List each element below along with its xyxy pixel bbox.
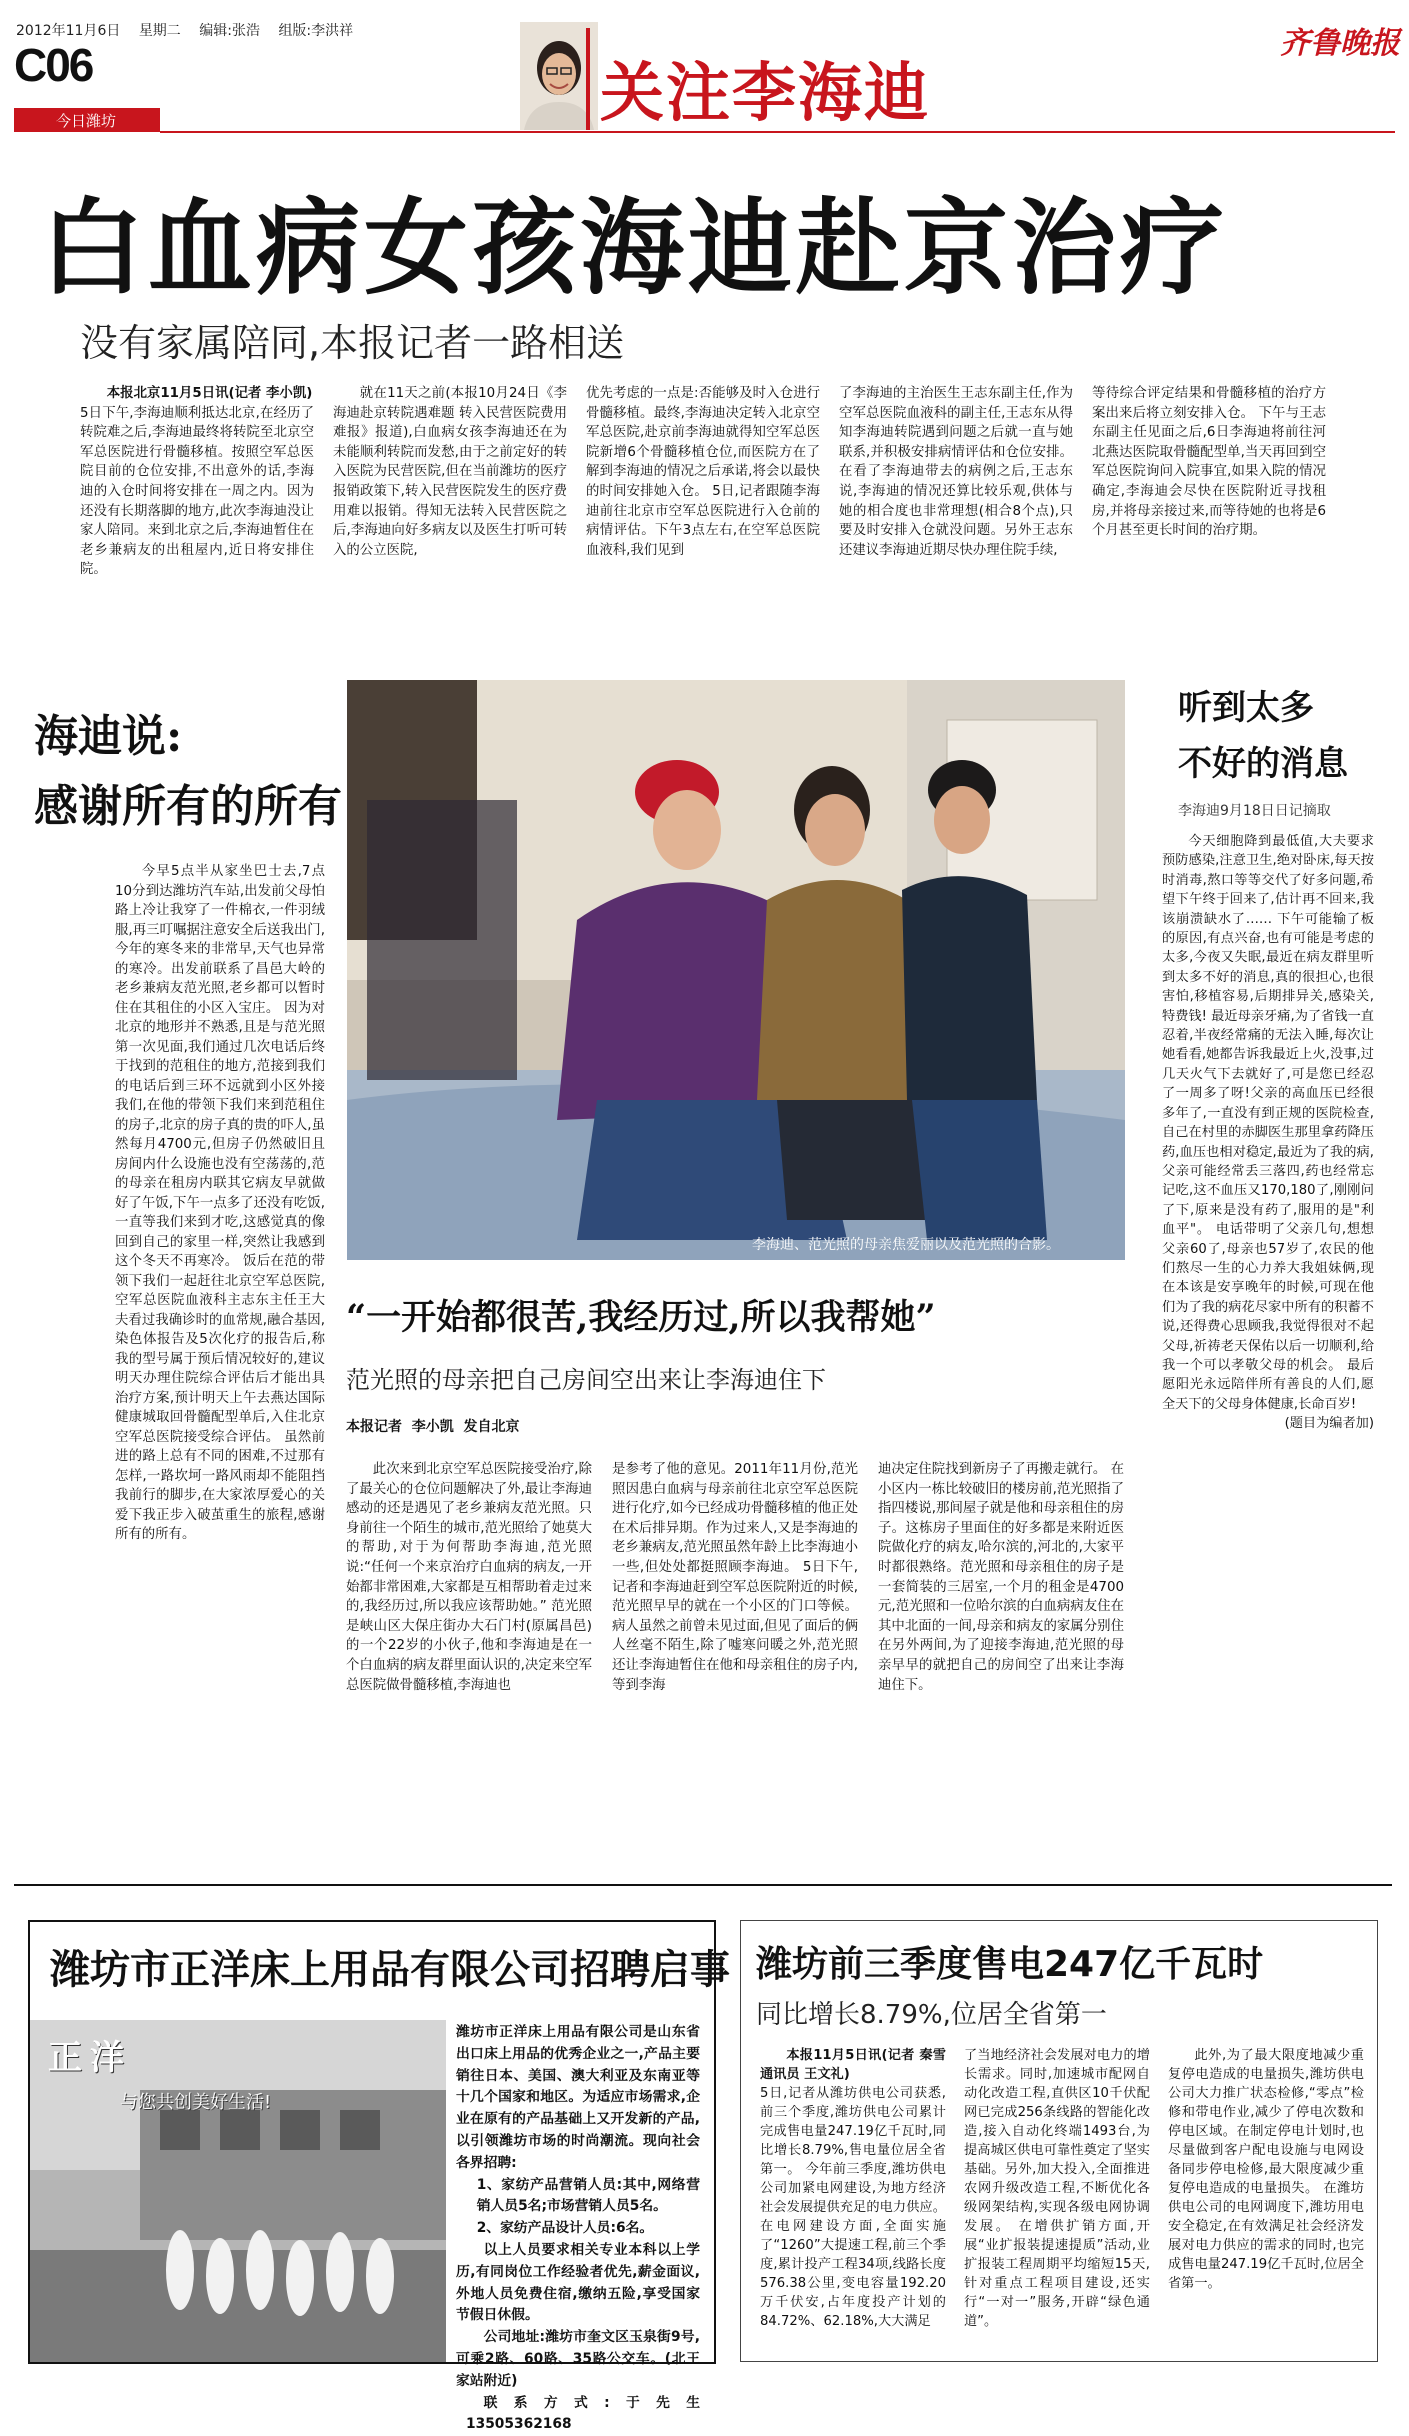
haidi-says-title-2: 感谢所有的所有 (34, 781, 342, 832)
article1-column-4 (839, 384, 1073, 654)
ad-text (456, 2022, 700, 2433)
ad-title: 潍坊市正洋床上用品有限公司招聘启事 (50, 1946, 730, 1993)
issue-date: 2012年11月6日 (16, 23, 121, 39)
article1-column-3 (586, 384, 820, 654)
article3-text-2: 了当地经济社会发展对电力的增长需求。同时,加速城市配网自动化改造工程,直供区10千伏配网已完成256条线路的智能化改造,接入自动化终端1493台,为提高城区供电可靠性奠定了坚实基础。另外,加大投入,全面推进农网升级改造工程,不断优化各级网架结构,实现各级电网协调发展。 在增供扩销方面,开展“业扩报装提速提质”活动,业扩报装工程周期平均缩短15天,针对重点工程项目建设,还实行“一对一”服务,开辟“绿色通道”。 (964, 2048, 1150, 2329)
article2-column-3 (878, 1460, 1124, 1870)
side-title-1: 听到太多 (1178, 688, 1314, 728)
editor-credit: 编辑:张浩 (199, 23, 260, 39)
main-headline: 白血病女孩海迪赴京治疗 (40, 186, 1229, 309)
ad-address: 公司地址:潍坊市奎文区玉泉街9号,可乘2路、60路、35路公交车。(北王家站附近) (456, 2329, 700, 2389)
article2-column-1 (346, 1460, 592, 1870)
haidi-says-title-1: 海迪说: (34, 711, 183, 762)
section-name: 今日潍坊 (56, 112, 117, 130)
side-title-2: 不好的消息 (1178, 744, 1348, 784)
article1-byline: 本报北京11月5日讯(记者 李小凯) (106, 386, 313, 401)
ad-contact-phone: 13505362168 (466, 2416, 572, 2433)
article1-text-3: 优先考虑的一点是:否能够及时入仓进行骨髓移植。最终,李海迪决定转入北京空军总医院,赴京前李海迪就得知空军总医院新增6个骨髓移植仓位,而医院方在了解到李海迪的情况之后承诺,将会以最快的时间安排她入仓。 5日,记者跟随李海迪前往北京市空军总医院进行入仓前的病情评估。下午3点左右,在空军总医院血液科,我们见到 (586, 386, 820, 558)
main-subheadline: 没有家属陪同,本报记者一路相送 (80, 321, 625, 365)
page-number: C06 (14, 39, 93, 91)
article3-column-1 (760, 2046, 946, 2352)
article3-text-1: 5日,记者从潍坊供电公司获悉,前三个季度,潍坊供电公司累计完成售电量247.19亿千瓦时,同比增长8.79%,售电量位居全省第一。 今年前三季度,潍坊供电公司加紧电网建设,为地方经济社会发展提供充足的电力供应。在电网建设方面,全面实施了“1260”大提速工程,前三个季度,累计投产工程34项,线路长度576.38公里,变电容量192.20万千伏安,占年度投产计划的84.72%、62.18%,大大满足 (760, 2086, 946, 2329)
ad-brand: 正洋 (48, 2038, 132, 2078)
side-note: (题目为编者加) (1284, 1416, 1374, 1432)
ad-contact-name: 于先生 (609, 2394, 700, 2411)
article2-byline: 本报记者 李小凯 发自北京 (346, 1419, 520, 1435)
ad-intro: 潍坊市正洋床上用品有限公司是山东省出口床上用品的优秀企业之一,产品主要销往日本、美国、澳大利亚及东南亚等十几个国家和地区。为适应市场需求,企业在原有的产品基础上又开发新的产品,以引领潍坊市场的时尚潮流。现向社会各界招聘: (456, 2024, 700, 2171)
article2-text-2: 是参考了他的意见。2011年11月份,范光照因患白血病与母亲前往北京空军总医院进行化疗,如今已经成功骨髓移植的他正处在术后排异期。作为过来人,又是李海迪的老乡兼病友,范光照虽然年龄上比李海迪小一些,但处处都挺照顾李海迪。 5日下午,记者和李海迪赶到空军总医院附近的时候,范光照早早的就在一个小区的门口等候。病人虽然之前曾未见过面,但见了面后的俩人丝毫不陌生,除了嘘寒问暖之外,范光照还让李海迪暂住在他和母亲租住的房子内,等到李海 (612, 1462, 858, 1693)
article1-text-1: 5日下午,李海迪顺利抵达北京,在经历了转院难之后,李海迪最终将转院至北京空军总医院进行骨髓移植。按照空军总医院目前的仓位安排,不出意外的话,李海迪的入仓时间将安排在一周之内。因为还没有长期落脚的地方,此次李海迪没让家人陪同。来到北京之后,李海迪暂住在老乡兼病友的出租屋内,近日将安排住院。 (80, 405, 314, 578)
article1-column-5 (1092, 384, 1326, 654)
article1-column-1 (80, 384, 314, 654)
article3-column-2 (964, 2046, 1150, 2352)
article2-text-1: 此次来到北京空军总医院接受治疗,除了最关心的仓位问题解决了外,最让李海迪感动的还是遇见了老乡兼病友范光照。只身前往一个陌生的城市,范光照给了她莫大的帮助,对于为何帮助李海迪,范光照说:“任何一个来京治疗白血病的病友,一开始都非常困难,大家都是互相帮助着走过来的,我经历过,所以我应该帮助她。” 范光照是峡山区大保庄街办大石门村(原属昌邑)的一个22岁的小伙子,他和李海迪是在一个白血病的病友群里面认识的,决定来空军总医院做骨髓移植,李海迪也 (346, 1462, 592, 1693)
ad-job-1: 1、家纺产品营销人员:其中,网络营销人员5名;市场营销人员5名。 (476, 2176, 700, 2215)
ad-contact (456, 2393, 700, 2436)
ad-slogan: 与您共创美好生活! (120, 2092, 272, 2113)
side-body: 今天细胞降到最低值,大夫要求预防感染,注意卫生,绝对卧床,每天按时消毒,熬口等等交代了好多问题,希望下午终于回来了,估计再不回来,我该崩溃缺水了…… 下午可能输了板的原因,有点兴奋,也有可能是考虑的太多,今夜又失眠,最近在病友群里听到太多不好的消息,真的很担心,也很害怕,移植容易,后期排异关,感染关,特费钱! 最近母亲牙痛,为了省钱一直忍着,半夜经常痛的无法入睡,每次让她看看,她都告诉我最近上火,没事,过几天火气下去就好了,可是您已经忍了一周多了呀!父亲的高血压已经很多年了,一直没有到正规的医院检查,自己在村里的赤脚医生那里拿药降压药,血压也相对稳定,最近为了我的病,父亲可能经常丢三落四,药也经常忘记吃,这不血压又170,180了,刚刚问了下,原来是没有药了,服用的是"利血平"。 电话带明了父亲几句,想想父亲60了,母亲也57岁了,农民的他们熬尽一生的心力养大我姐妹俩,现在本该是安享晚年的时候,可现在他们为了我的病花尽家中所有的积蓄不说,还得费心思顾我,我觉得很对不起父母,祈祷老天保佑以后一切顺利,给我一个可以孝敬父母的机会。 最后愿阳光永远陪伴所有善良的人们,愿全天下的父母身体健康,长命百岁! (1162, 834, 1374, 1412)
side-source: 李海迪9月18日日记摘取 (1178, 803, 1331, 819)
side-text (1162, 832, 1374, 1868)
article3-title: 潍坊前三季度售电247亿千瓦时 (756, 1944, 1264, 1985)
designer-credit: 组版:李洪祥 (278, 23, 354, 39)
article1-text-5: 等待综合评定结果和骨髓移植的治疗方案出来后将立刻安排入仓。 下午与王志东副主任见面之后,6日李海迪将前往河北燕达医院取骨髓配型单,当天再回到空军总医院询问入院事宜,如果入院的情况确定,李海迪会尽快在医院附近寻找租房,并将母亲接过来,而等待她的也将是6个月甚至更长时间的治疗期。 (1092, 386, 1326, 539)
recruitment-ad (28, 1920, 730, 2433)
article2-title: “一开始都很苦,我经历过,所以我帮她” (346, 1297, 936, 1338)
ad-terms: 以上人员要求相关专业本科以上学历,有同岗位工作经验者优先,薪金面议,外地人员免费住宿,缴纳五险,享受国家节假日休假。 (456, 2241, 700, 2324)
bottom-section-rule (14, 1884, 1392, 1886)
photo-caption: 李海迪、范光照的母亲焦爱丽以及范光照的合影。 (752, 1237, 1060, 1253)
issue-weekday: 星期二 (138, 23, 181, 39)
ad-contact-label: 联系方式: (483, 2394, 610, 2411)
article3-byline: 本报11月5日讯(记者 秦雪 通讯员 王文礼) (760, 2048, 946, 2082)
haidi-says-body: 今早5点半从家坐巴士去,7点10分到达潍坊汽车站,出发前父母怕路上冷让我穿了一件棉衣,一件羽绒服,再三叮嘱据注意安全后送我出门,今年的寒冬来的非常早,天气也异常的寒冷。出发前联系了昌邑大岭的老乡兼病友范光照,老乡都可以暂时住在其租住的小区入宝庄。 因为对北京的地形并不熟悉,且是与范光照第一次见面,我们通过几次电话后终于找到的范租住的地方,范接到我们的电话后到三环不远就到小区外接我们,在他的带领下我们来到范租住的房子,北京的房子真的贵的吓人,虽然每月4700元,但房子仍然破旧且房间内什么设施也没有空荡荡的,范的母亲在租房内联其它病友早就做好了午饭,下午一点多了还没有吃饭,一直等我们来到才吃,这感觉真的像回到自己的家里一样,突然让我感到这个冬天不再寒冷。 饭后在范的带领下我们一起赶往北京空军总医院,空军总医院血液科主志东主任王大夫看过我确诊时的血常规,融合基因,染色体报告及5次化疗的报告后,称我的型号属于预后情况较好的,建议明天办理住院综合评估后才能出具治疗方案,预计明天上午去燕达国际健康城取回骨髓配型单后,入住北京空军总医院接受综合评估。 虽然前进的路上总有不同的困难,不过那有怎样,一路坎坷一路风雨却不能阻挡我前行的脚步,在大家浓厚爱心的关爱下我正步入破茧重生的旅程,感谢所有的所有。 (115, 864, 325, 1542)
article1-column-2 (333, 384, 567, 654)
haidi-says-text (115, 862, 325, 1876)
ad-job-2: 2、家纺产品设计人员:6名。 (476, 2220, 654, 2237)
article3-text-3: 此外,为了最大限度地减少重复停电造成的电量损失,潍坊供电公司大力推广状态检修,“零点”检修和带电作业,减少了停电次数和停电区域。在制定停电计划时,也尽量做到客户配电设施与电网设备同步停电检修,最大限度减少重复停电造成的电量损失。 在潍坊供电公司的电网调度下,潍坊用电安全稳定,在有效满足社会经济发展对电力供应的需求的同时,也完成售电量247.19亿千瓦时,位居全省第一。 (1168, 2048, 1364, 2291)
article2-subtitle: 范光照的母亲把自己房间空出来让李海迪住下 (346, 1366, 826, 1394)
banner-title: 关注李海迪 (600, 56, 930, 131)
article1-text-4: 了李海迪的主治医生王志东副主任,作为空军总医院血液科的副主任,王志东从得知李海迪转院遇到问题之后就一直与她联系,并积极安排病情评估和仓位安排。在看了李海迪带去的病例之后,王志东说,李海迪的情况还算比较乐观,供体与她的相合度也非常理想(相合8个点),只要及时安排入仓就没问题。另外王志东还建议李海迪近期尽快办理住院手续, (839, 386, 1073, 558)
article2-text-3: 迪决定住院找到新房子了再搬走就行。 在小区内一栋比较破旧的楼房前,范光照指了指四楼说,那间屋子就是他和母亲租住的房子。这栋房子里面住的好多都是来附近医院做化疗的病友,哈尔滨的,河北的,大家平时都很熟络。范光照和母亲租住的房子是一套简装的三居室,一个月的租金是4700元,范光照和一位哈尔滨的白血病病友住在其中北面的一间,母亲和病友的家属分别住在另外两间,为了迎接李海迪,范光照的母亲早早的就把自己的房间空了出来让李海迪住下。 (878, 1462, 1124, 1693)
article1-text-2: 就在11天之前(本报10月24日《李海迪赴京转院遇难题 转入民营医院费用难报》报道),白血病女孩李海迪还在为未能顺利转院而发愁,由于之前定好的转入医院为民营医院,但在当前潍坊的医疗报销政策下,转入民营医院发生的医疗费用难以报销。得知无法转入民营医院之后,李海迪向好多病友以及医生打听可转入的公立医院, (333, 386, 567, 558)
feature-photo (347, 680, 1125, 1260)
article3-subtitle: 同比增长8.79%,位居全省第一 (756, 2000, 1107, 2030)
paper-logo: 齐鲁晚报 (1280, 26, 1400, 61)
article2-column-2 (612, 1460, 858, 1870)
masthead-info (16, 20, 353, 40)
article3-column-3 (1168, 2046, 1364, 2352)
